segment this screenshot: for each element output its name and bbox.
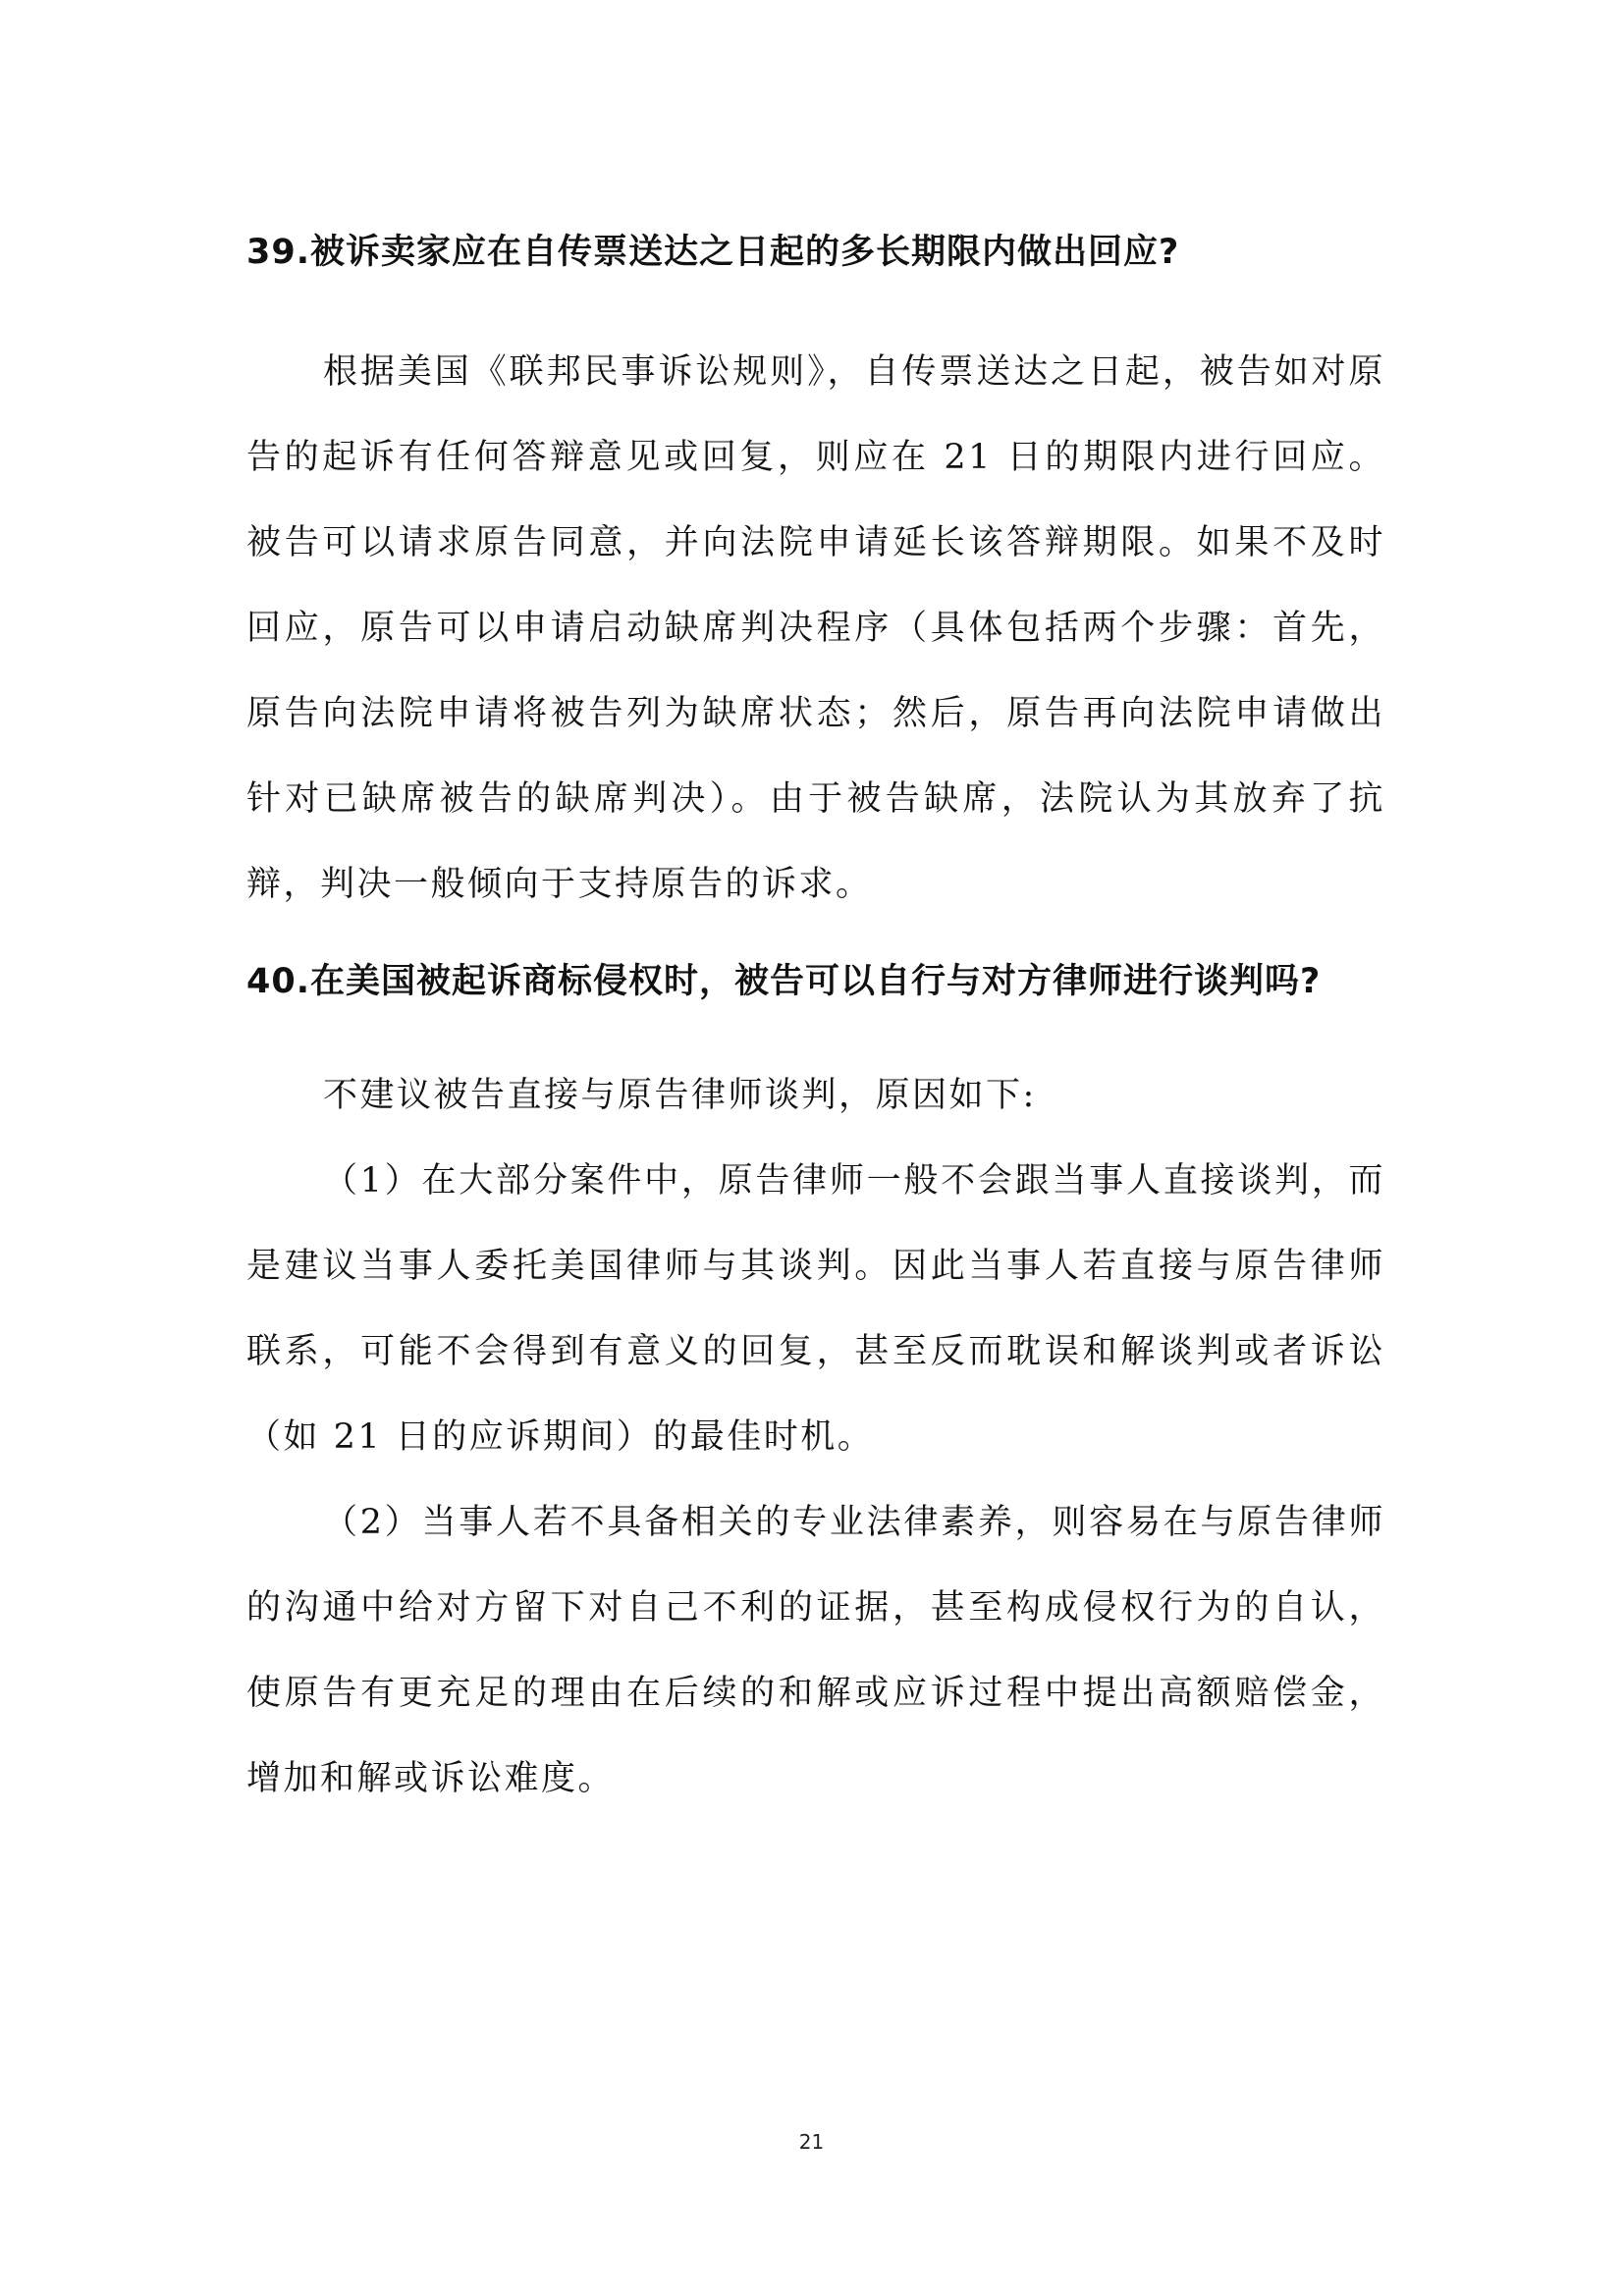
question-40-reason-1: （1）在大部分案件中，原告律师一般不会跟当事人直接谈判，而是建议当事人委托美国律师与其谈判。因此当事人若直接与原告律师联系，可能不会得到有意义的回复，甚至反而耽误和解谈判或者诉讼（如 21 日的应诉期间）的最佳时机。 <box>246 1161 1385 1457</box>
page-number: 21 <box>798 2130 825 2154</box>
question-40-intro: 不建议被告直接与原告律师谈判，原因如下: <box>323 1076 1037 1115</box>
question-39-answer: 根据美国《联邦民事诉讼规则》，自传票送达之日起，被告如对原告的起诉有任何答辩意见或回复，则应在 21 日的期限内进行回应。被告可以请求原告同意，并向法院申请延长该答辩期限。如果不及时回应，原告可以申请启动缺席判决程序（具体包括两个步骤：首先，原告向法院申请将被告列为缺席状态；然后，原告再向法院申请做出针对已缺席被告的缺席判决）。由于被告缺席，法院认为其放弃了抗辩，判决一般倾向于支持原告的诉求。 <box>246 352 1385 904</box>
page-content <box>246 210 1385 1822</box>
question-40-reason-2: （2）当事人若不具备相关的专业法律素养，则容易在与原告律师的沟通中给对方留下对自己不利的证据，甚至构成侵权行为的自认，使原告有更充足的理由在后续的和解或应诉过程中提出高额赔偿金，增加和解或诉讼难度。 <box>246 1503 1385 1798</box>
question-40-heading: 40.在美国被起诉商标侵权时，被告可以自行与对方律师进行谈判吗? <box>246 962 1322 1001</box>
question-39-heading: 39.被诉卖家应在自传票送达之日起的多长期限内做出回应? <box>246 233 1180 272</box>
